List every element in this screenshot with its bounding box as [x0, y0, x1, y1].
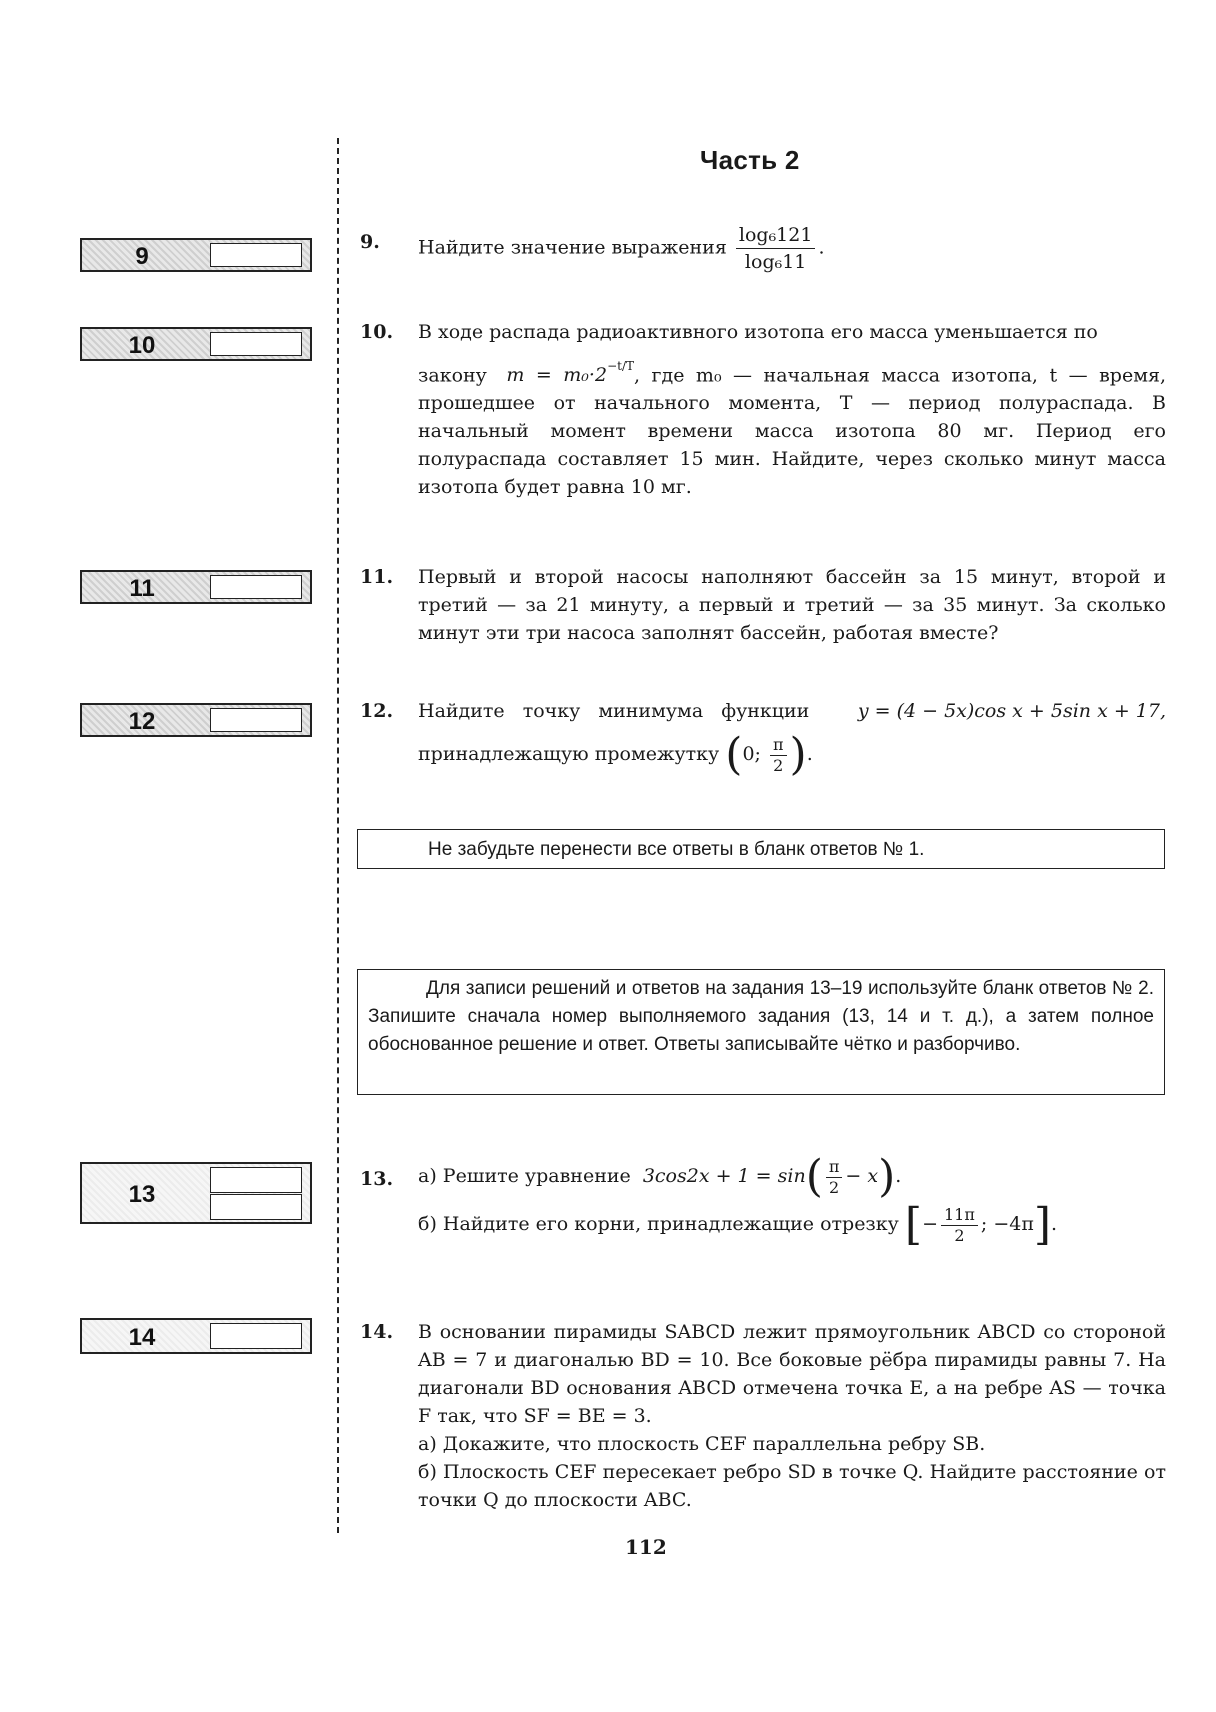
task-text: , где m₀ — начальная масса изотопа, t — время, прошедшее от начального момента, T — период полураспада. В начальный момент времени масса изотопа 80 мг. Период его полураспада составляет 15 мин. Найдите, через сколько минут масса изотопа будет равна 10 мг.	[418, 364, 1167, 499]
reminder-note	[357, 829, 1165, 869]
task-text: Первый и второй насосы наполняют бассейн за 15 минут, второй и третий — за 21 минуту, а первый и третий — за 35 минут. За сколько минут эти три насоса заполнят бассейн, работая вместе?	[418, 566, 1166, 644]
fraction-denominator: 2	[773, 755, 784, 775]
task-text: Найдите точку минимума функции	[418, 700, 810, 722]
formula-exponent: −t/T	[607, 359, 634, 373]
cut-line	[337, 138, 339, 1533]
task-number: 12.	[360, 700, 394, 722]
answer-field[interactable]	[210, 1323, 302, 1349]
task-11	[360, 563, 1166, 647]
segment-fraction	[941, 1205, 978, 1246]
fraction-numerator: π	[826, 1157, 843, 1178]
task-number: 11.	[360, 566, 394, 588]
task-text: закону	[418, 364, 487, 387]
bracket-right: ]	[1033, 1199, 1051, 1250]
task-text: Найдите значение выражения	[418, 236, 727, 259]
answer-box-12	[80, 703, 312, 737]
part-b-text: б) Найдите его корни, принадлежащие отрезку	[418, 1213, 899, 1235]
answer-box-11	[80, 570, 312, 604]
equation-left: 3cos2x + 1 = sin	[642, 1165, 806, 1187]
answer-box-13	[80, 1162, 312, 1224]
task-number: 10.	[360, 321, 394, 343]
fraction-numerator: 11π	[941, 1205, 978, 1226]
equation-right: − x	[845, 1165, 879, 1187]
log-fraction	[736, 222, 816, 275]
paren-left: (	[725, 729, 743, 780]
segment-right: ; −4π	[980, 1213, 1034, 1235]
task-text: В основании пирамиды SABCD лежит прямоугольник ABCD со стороной AB = 7 и диагональю BD = 10. Все боковые рёбра пирамиды равны 7. На диагонали BD основания ABCD отмечена точка E, а на ребре AS — точка F так, что SF = BE = 3.	[418, 1321, 1166, 1427]
answer-field-b[interactable]	[210, 1194, 302, 1220]
part-b-text: б) Плоскость CEF пересекает ребро SD в точке Q. Найдите расстояние от точки Q до плоскости ABC.	[418, 1461, 1166, 1511]
paren-left: (	[805, 1151, 823, 1202]
task-text: принадлежащую промежутку	[418, 743, 720, 765]
answer-field[interactable]	[210, 575, 302, 599]
task-10	[360, 318, 1166, 501]
task-number: 9.	[360, 231, 380, 253]
interval-left: 0;	[742, 743, 761, 765]
equation-fraction	[826, 1157, 843, 1198]
part-a-text: а) Докажите, что плоскость CEF параллельна ребру SB.	[418, 1433, 986, 1455]
task-12	[360, 697, 1166, 780]
bracket-left: [	[904, 1199, 923, 1250]
punctuation: .	[818, 236, 825, 259]
fraction-numerator: log₆121	[736, 222, 816, 249]
paren-right: )	[878, 1151, 896, 1202]
answer-box-number: 10	[128, 332, 156, 359]
task-text-line: В ходе распада радиоактивного изотопа его масса уменьшается по	[418, 321, 1098, 343]
instructions-note	[357, 969, 1165, 1095]
answer-box-10	[80, 327, 312, 361]
task-number: 14.	[360, 1321, 394, 1343]
fraction-denominator: 2	[954, 1225, 965, 1245]
fraction-denominator: 2	[829, 1177, 840, 1197]
interval-fraction	[770, 735, 787, 776]
task-14	[360, 1318, 1166, 1514]
part-a-text: а) Решите уравнение	[418, 1165, 631, 1187]
answer-box-number: 12	[128, 708, 156, 735]
answer-box-number: 9	[135, 243, 149, 270]
task-9	[360, 222, 1166, 275]
fraction-numerator: π	[770, 735, 787, 756]
function-formula: y = (4 − 5x)cos x + 5sin x + 17,	[857, 700, 1166, 722]
answer-box-14	[80, 1318, 312, 1354]
page-number: 112	[625, 1535, 667, 1559]
punctuation: .	[806, 743, 813, 765]
task-number: 13.	[360, 1168, 394, 1190]
instructions-text: Для записи решений и ответов на задания 13–19 используйте бланк ответов № 2. Запишите сначала номер выполняемого задания (13, 14 и т. д.), а затем полное обоснованное решение и ответ. Ответы записывайте чётко и разборчиво.	[368, 978, 1154, 1055]
answer-box-number: 14	[128, 1324, 156, 1351]
decay-formula: m = m₀·2	[506, 364, 608, 387]
answer-box-number: 13	[128, 1181, 156, 1208]
section-title: Часть 2	[700, 145, 800, 175]
reminder-text: Не забудьте перенести все ответы в бланк ответов № 1.	[428, 839, 925, 860]
answer-box-9	[80, 238, 312, 272]
task-13: 13. а) Решите уравнение 3cos2x + 1 = sin( $\frac{\pi}{2}$ − x). б) Найдите его корни, принадлежащие отрезку [− $\frac{11\pi}{2}$ ; −4π].	[360, 1151, 1058, 1250]
paren-right: )	[789, 729, 807, 780]
fraction-denominator: log₆11	[744, 251, 807, 273]
answer-field-a[interactable]	[210, 1167, 302, 1193]
answer-box-number: 11	[129, 575, 155, 602]
answer-field[interactable]	[210, 243, 302, 267]
answer-field[interactable]	[210, 332, 302, 356]
answer-field[interactable]	[210, 708, 302, 732]
